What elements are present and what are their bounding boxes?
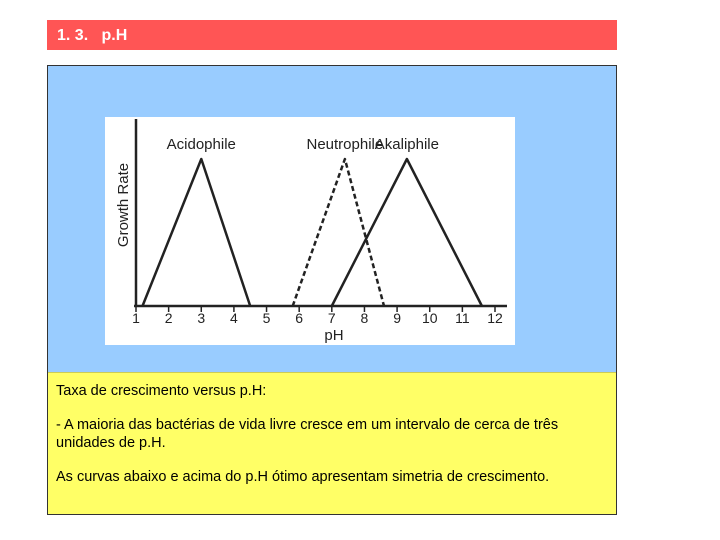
y-axis-label: Growth Rate: [115, 162, 132, 248]
x-tick-label: 12: [487, 310, 503, 326]
x-tick-label: 4: [230, 310, 238, 326]
series-label-akaliphile: Akaliphile: [374, 136, 439, 153]
series-label-acidophile: Acidophile: [166, 136, 236, 153]
x-tick-label: 1: [132, 310, 140, 326]
caption-point: - A maioria das bactérias de vida livre cresce em um intervalo de cerca de três unidades de p.H.: [56, 417, 559, 451]
slide-title: 1. 3. p.H: [57, 27, 128, 44]
x-ticks: [132, 306, 503, 326]
x-tick-label: 9: [393, 310, 401, 326]
x-axis-label: pH: [324, 327, 344, 344]
x-tick-label: 6: [295, 310, 304, 326]
slide-title-bar: [47, 20, 617, 50]
series-line-acidophile: [143, 159, 251, 306]
x-tick-label: 11: [455, 310, 470, 326]
caption-note: As curvas abaixo e acima do p.H ótimo apresentam simetria de crescimento.: [56, 469, 550, 485]
content-frame: [47, 65, 617, 515]
x-tick-label: 7: [327, 310, 336, 326]
caption-heading: Taxa de crescimento versus p.H:: [56, 383, 267, 399]
series-labels: [167, 136, 439, 153]
x-tick-label: 8: [360, 310, 369, 326]
growth-chart-svg: [105, 117, 515, 345]
x-tick-label: 10: [421, 310, 438, 326]
x-tick-label: 5: [262, 310, 271, 326]
series-label-neutrophile: Neutrophile: [306, 136, 384, 153]
series-lines: [143, 159, 482, 306]
x-tick-label: 3: [197, 310, 206, 326]
series-line-akaliphile: [332, 159, 482, 306]
x-tick-label: 2: [164, 310, 173, 326]
growth-chart: [105, 117, 515, 345]
caption-box: [48, 372, 616, 514]
